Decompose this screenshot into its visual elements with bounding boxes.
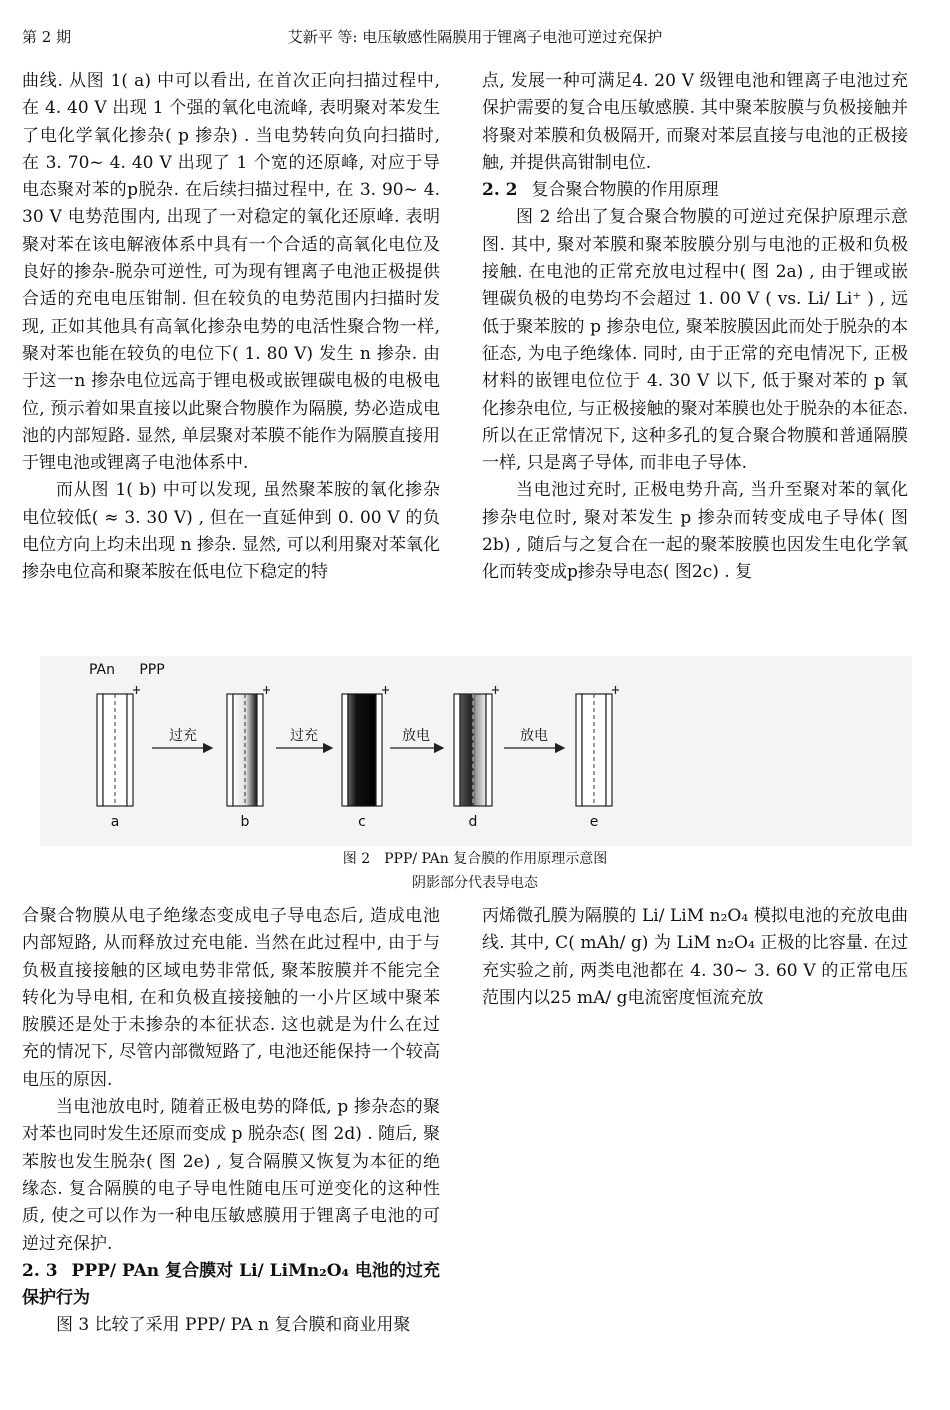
membrane-diagram — [40, 656, 912, 846]
paragraph: 点, 发展一种可满足4. 20 V 级锂电池和锂离子电池过充保护需要的复合电压敏感膜. 其中聚苯胺膜与负极接触并将聚对苯膜和负极隔开, 而聚对苯层直接与电池的正极接触, 并提供高钳制电位. — [482, 71, 908, 173]
arrow-label: 放电 — [520, 728, 548, 744]
section-title: PPP/ PAn 复合膜对 Li/ LiMn₂O₄ 电池的过充保护行为 — [22, 1260, 441, 1309]
paragraph: 而从图 1( b) 中可以发现, 虽然聚苯胺的氧化掺杂电位较低( ≈ 3. 30 V) , 但在一直延伸到 0. 00 V 的负电位方向上均未出现 n 掺杂. 显然, 可以利用聚对苯氧化掺杂电位高和聚苯胺在低电位下稳定的特 — [22, 480, 440, 583]
panel-d — [454, 686, 499, 806]
arrow-label: 过充 — [169, 728, 197, 744]
section-number: 2. 2 — [482, 180, 518, 201]
panel-label: e — [589, 814, 599, 830]
paragraph: 曲线. 从图 1( a) 中可以看出, 在首次正向扫描过程中, 在 4. 40 V 出现 1 个强的氧化电流峰, 表明聚对苯发生了电化学氧化掺杂( p 掺杂) . 当电势转向负向扫描时, 在 3. 70~ 4. 40 V 出现了 1 个宽的还原峰, 对应于导电态聚对苯的p脱杂. 在后续扫描过程中, 在 3. 90~ 4. 30 V 电势范围内, 出现了一对稳定的氧化还原峰. 表明聚对苯在该电解液体系中具有一个合适的高氧化电位及良好的掺杂-脱杂可逆性, 可为现有锂离子电池正极提供合适的充电电压钳制. 但在较负的电势范围内扫描时发现, 正如其他具有高氧化掺杂电势的电活性聚合物一样, 聚对苯也能在较负的电位下( 1. 80 V) 发生 n 掺杂. 由于这一n 掺杂电位远高于锂电极或嵌锂碳电极的电极电位, 预示着如果直接以此聚合物膜作为隔膜, 势必造成电池的内部短路. 显然, 单层聚对苯膜不能作为隔膜直接用于锂电池或锂离子电池体系中. — [22, 71, 440, 474]
panel-label: c — [358, 814, 366, 830]
paragraph: 图 2 给出了复合聚合物膜的可逆过充保护原理示意图. 其中, 聚对苯膜和聚苯胺膜分别与电池的正极和负极接触. 在电池的正常充放电过程中( 图 2a) , 由于锂或嵌锂碳负极的电势均不会超过 1. 00 V ( vs. Li/ Li⁺ ) , 远低于聚苯胺的 p 掺杂电位, 聚苯胺膜因此而处于脱杂的本征态, 为电子绝缘体. 同时, 由于正常的充电情况下, 正极材料的嵌锂电位位于 4. 30 V 以下, 低于聚对苯的 p 氧化掺杂电位, 与正极接触的聚对苯膜也处于脱杂的本征态. 所以在正常情况下, 这种多孔的复合聚合物膜和普通隔膜一样, 只是离子导体, 而非电子导体. — [482, 207, 908, 474]
paragraph: 当电池放电时, 随着正极电势的降低, p 掺杂态的聚对苯也同时发生还原而变成 p 脱杂态( 图 2d) . 随后, 聚苯胺也发生脱杂( 图 2e) , 复合隔膜又恢复为本征的绝缘态. 复合隔膜的电子导电性随电压可逆变化的这种性质, 使之可以作为一种电压敏感膜用于锂离子电池的可逆过充保护. — [22, 1097, 440, 1254]
panel-label: a — [110, 814, 120, 830]
panel-e — [576, 686, 619, 806]
section-title: 复合聚合物膜的作用原理 — [531, 180, 719, 201]
panel-b — [227, 686, 270, 806]
paragraph: 图 3 比较了采用 PPP/ PA n 复合膜和商业用聚 — [56, 1315, 411, 1336]
paragraph: 当电池过充时, 正极电势升高, 当升至聚对苯的氧化掺杂电位时, 聚对苯发生 p 掺杂而转变成电子导体( 图 2b) , 随后与之复合在一起的聚苯胺膜也因发生电化学氧化而转变成p掺杂导电态( 图2c) . 复 — [482, 480, 908, 583]
right-column-bottom — [482, 903, 908, 1012]
panel-label: d — [468, 814, 478, 830]
running-header — [0, 14, 950, 48]
section-heading-2-3 — [22, 1258, 440, 1313]
panel-a — [97, 686, 140, 806]
left-column-bottom — [22, 903, 440, 1340]
panel-label: b — [240, 814, 250, 830]
section-heading-2-2 — [482, 177, 908, 204]
figure-caption: 图 2 PPP/ PAn 复合膜的作用原理示意图 — [342, 851, 608, 867]
issue-number: 第 2 期 — [22, 28, 72, 46]
paragraph: 合聚合物膜从电子绝缘态变成电子导电态后, 造成电池内部短路, 从而释放过充电能. 当然在此过程中, 由于与负极直接接触的区域电势非常低, 聚苯胺膜并不能完全转化为导电相, 在和负极直接接触的一小片区域中聚苯胺膜还是处于未掺杂的本征状态. 这也就是为什么在过充的情况下, 尽管内部微短路了, 电池还能保持一个较高电压的原因. — [22, 906, 440, 1090]
right-column-top — [482, 68, 908, 587]
panel-c — [342, 686, 389, 806]
arrow-label: 过充 — [290, 728, 318, 744]
running-title: 艾新平 等: 电压敏感性隔膜用于锂离子电池可逆过充保护 — [287, 28, 663, 46]
figure-subcaption: 阴影部分代表导电态 — [412, 875, 538, 891]
figure-2 — [40, 656, 912, 846]
label-ppp: PPP — [139, 662, 165, 678]
section-number: 2. 3 — [22, 1260, 58, 1281]
label-pan: PAn — [89, 662, 115, 678]
arrow-label: 放电 — [402, 728, 430, 744]
left-column-top — [22, 68, 440, 587]
paragraph: 丙烯微孔膜为隔膜的 Li/ LiM n₂O₄ 模拟电池的充放电曲线. 其中, C( mAh/ g) 为 LiM n₂O₄ 正极的比容量. 在过充实验之前, 两类电池都在 4. 30~ 3. 60 V 的正常电压范围内以25 mA/ g电流密度恒流充放 — [482, 906, 908, 1008]
